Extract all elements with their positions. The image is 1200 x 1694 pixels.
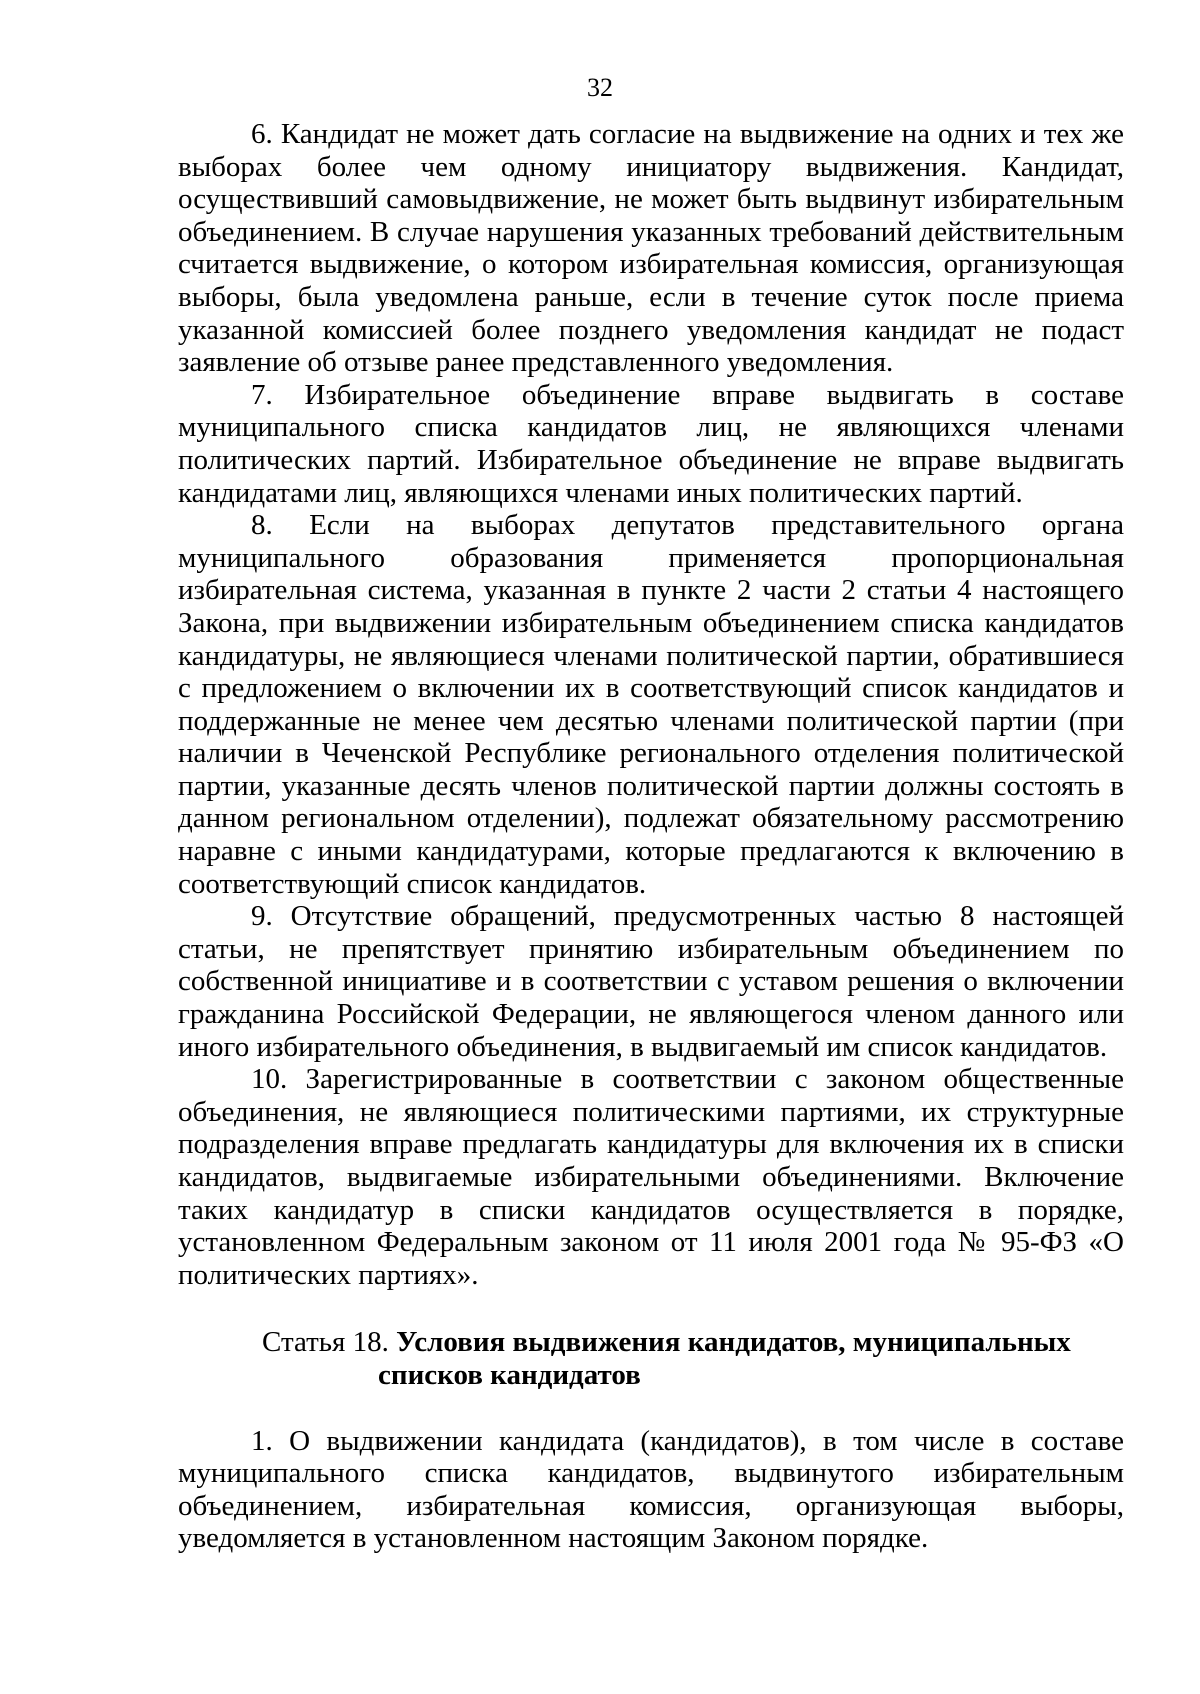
paragraph-9: 9. Отсутствие обращений, предусмотренных частью 8 настоящей статьи, не препятствует принятию избирательным объединением по собственной инициативе и в соответствии с уставом решения о включении гражданина Российской Федерации, не являющегося членом данного или иного избирательного объединения, в выдвигаемый им список кандидатов.	[178, 900, 1124, 1063]
article-title: Условия выдвижения кандидатов, муниципальных списков кандидатов	[378, 1326, 1071, 1391]
article-18-paragraph-1: 1. О выдвижении кандидата (кандидатов), в том числе в составе муниципального списка кандидатов, выдвинутого избирательным объединением, избирательная комиссия, организующая выборы, уведомляется в установленном настоящим Законом порядке.	[178, 1424, 1124, 1555]
paragraph-8: 8. Если на выборах депутатов представительного органа муниципального образования применяется пропорциональная избирательная система, указанная в пункте 2 части 2 статьи 4 настоящего Закона, при выдвижении избирательным объединением списка кандидатов кандидатуры, не являющиеся членами политической партии, обратившиеся с предложением о включении их в соответствующий список кандидатов и поддержанные не менее чем десятью членами политической партии (при наличии в Чеченской Республике регионального отделения политической партии, указанные десять членов политической партии должны состоять в данном региональном отделении), подлежат обязательному рассмотрению наравне с иными кандидатурами, которые предлагаются к включению в соответствующий список кандидатов.	[178, 509, 1124, 900]
paragraph-10: 10. Зарегистрированные в соответствии с законом общественные объединения, не являющиеся политическими партиями, их структурные подразделения вправе предлагать кандидатуры для включения их в списки кандидатов, выдвигаемые избирательными объединениями. Включение таких кандидатур в списки кандидатов осуществляется в порядке, установленном Федеральным законом от 11 июля 2001 года № 95-ФЗ «О политических партиях».	[178, 1063, 1124, 1291]
paragraph-6: 6. Кандидат не может дать согласие на выдвижение на одних и тех же выборах более чем одному инициатору выдвижения. Кандидат, осуществивший самовыдвижение, не может быть выдвинут избирательным объединением. В случае нарушения указанных требований действительным считается выдвижение, о котором избирательная комиссия, организующая выборы, была уведомлена раньше, если в течение суток после приема указанной комиссией более позднего уведомления кандидат не подаст заявление об отзыве ранее представленного уведомления.	[178, 118, 1124, 379]
article-heading	[262, 1326, 1124, 1391]
paragraph-7: 7. Избирательное объединение вправе выдвигать в составе муниципального списка кандидатов лиц, не являющихся членами политических партий. Избирательное объединение не вправе выдвигать кандидатами лиц, являющихся членами иных политических партий.	[178, 378, 1124, 509]
page-number: 32	[587, 73, 613, 102]
document-body	[178, 118, 1124, 1555]
article-label: Статья 18.	[262, 1326, 389, 1359]
